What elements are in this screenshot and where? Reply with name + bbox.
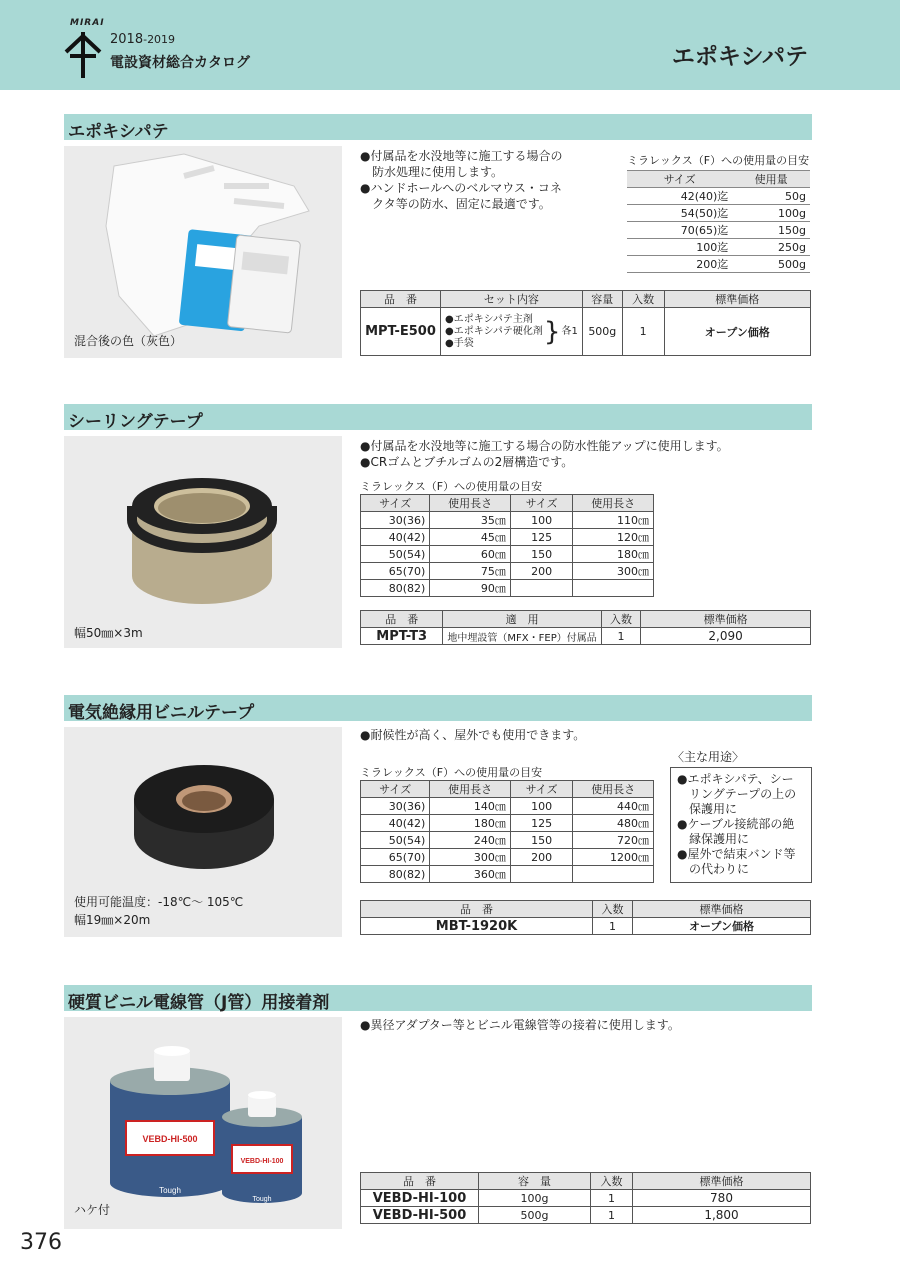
page-header	[0, 0, 900, 90]
product-code: MPT-E500	[361, 308, 441, 356]
section-title-vinyl-tape: 電気絶縁用ビニルテープ	[64, 695, 812, 721]
cell: 1200㎝	[573, 849, 654, 866]
cell: 35㎝	[430, 512, 511, 529]
cell	[573, 580, 654, 597]
header-cell: 使用長さ	[573, 495, 654, 512]
table-row	[361, 512, 654, 529]
cell: 90㎝	[430, 580, 511, 597]
cell: 150	[510, 832, 573, 849]
vinyl-tape-photo	[64, 727, 342, 937]
header-cell: 品 番	[361, 1173, 479, 1190]
table-header-row	[361, 1173, 811, 1190]
cell: 125	[510, 529, 573, 546]
brand-logo-text: MIRAI	[70, 18, 105, 28]
cell: 250g	[732, 239, 810, 256]
table-row	[361, 529, 654, 546]
epoxy-product-table	[360, 290, 811, 356]
header-cell: サイズ	[361, 781, 430, 798]
header-cell: セット内容	[440, 291, 582, 308]
header-cell: サイズ	[510, 495, 573, 512]
epoxy-bullets	[360, 148, 562, 212]
cell: 80(82)	[361, 580, 430, 597]
cell	[510, 866, 573, 883]
cell: 150g	[732, 222, 810, 239]
quantity: 1	[591, 1190, 633, 1207]
cell: 110㎝	[573, 512, 654, 529]
cell: 45㎝	[430, 529, 511, 546]
application: 地中埋設管（MFX・FEP）付属品	[443, 628, 601, 645]
bullet-text: ●付属品を水没地等に施工する場合の	[360, 149, 563, 163]
price: 2,090	[641, 628, 811, 645]
price: オープン価格	[633, 918, 811, 935]
table-row	[361, 815, 654, 832]
cell: 300㎝	[430, 849, 511, 866]
cell: 70(65)迄	[627, 222, 732, 239]
header-cell: 標準価格	[664, 291, 810, 308]
big-can-brand: Tough	[159, 1186, 181, 1195]
bullet-text: ●異径アダプター等とビニル電線管等の接着に使用します。	[360, 1018, 680, 1032]
small-can-brand: Tough	[252, 1196, 272, 1203]
header-cell: 品 番	[361, 901, 593, 918]
set-item: ●エポキシパテ硬化剤	[444, 325, 543, 337]
table-header-row	[627, 171, 810, 188]
vinyl-tape-temperature: 使用可能温度：-18℃～ 105℃	[74, 895, 244, 909]
cell: 80(82)	[361, 866, 430, 883]
cell: 200	[510, 849, 573, 866]
header-cell: 入数	[622, 291, 664, 308]
header-cell: 入数	[591, 1173, 633, 1190]
catalog-name: 電設資材総合カタログ	[110, 55, 250, 71]
cell: 200	[510, 563, 573, 580]
bullet-text: ●付属品を水没地等に施工する場合の防水性能アップに使用します。	[360, 439, 729, 453]
bullet-text: 防水処理に使用します。	[360, 165, 504, 179]
cell: 50(54)	[361, 832, 430, 849]
header-cell: 入数	[593, 901, 633, 918]
table-row	[627, 239, 810, 256]
adhesive-bullets	[360, 1017, 680, 1033]
header-cell: 使用長さ	[430, 781, 511, 798]
table-row	[361, 866, 654, 883]
quantity: 1	[601, 628, 640, 645]
vinyl-tape-usage-table	[360, 780, 654, 883]
main-use-box	[670, 767, 812, 883]
header-cell: 品 番	[361, 611, 443, 628]
cell: 100	[510, 798, 573, 815]
cell: 480㎝	[573, 815, 654, 832]
cell: 100g	[732, 205, 810, 222]
page-title: エポキシパテ	[671, 44, 808, 70]
quantity: 1	[591, 1207, 633, 1224]
volume: 500g	[479, 1207, 591, 1224]
cell: 42(40)迄	[627, 188, 732, 205]
cell	[573, 866, 654, 883]
header-cell: 使用長さ	[430, 495, 511, 512]
set-item: ●手袋	[444, 337, 474, 349]
cell: 30(36)	[361, 512, 430, 529]
main-use-label: 〈主な用途〉	[672, 750, 745, 764]
epoxy-photo-caption: 混合後の色（灰色）	[74, 334, 183, 348]
section-title-adhesive: 硬質ビニル電線管（J管）用接着剤	[64, 985, 812, 1011]
table-row	[361, 918, 811, 935]
header-cell: 標準価格	[633, 1173, 811, 1190]
section-title-sealing-tape: シーリングテープ	[64, 404, 812, 430]
product-code: MBT-1920K	[361, 918, 593, 935]
cell: 180㎝	[573, 546, 654, 563]
cell: 125	[510, 815, 573, 832]
brace-icon: }	[543, 316, 561, 347]
cell: 40(42)	[361, 815, 430, 832]
small-can-label: VEBD-HI-100	[240, 1158, 284, 1165]
header-cell: 品 番	[361, 291, 441, 308]
cell: 120㎝	[573, 529, 654, 546]
cell: 100	[510, 512, 573, 529]
cell: 440㎝	[573, 798, 654, 815]
table-row	[361, 563, 654, 580]
main-use-text: 保護用に	[677, 802, 738, 816]
table-header-row	[361, 611, 811, 628]
table-row	[361, 1190, 811, 1207]
header-cell: 使用長さ	[573, 781, 654, 798]
quantity: 1	[622, 308, 664, 356]
table-row	[627, 256, 810, 273]
sealing-tape-bullets	[360, 438, 729, 470]
vinyl-tape-product-table	[360, 900, 811, 935]
main-use-text: 縁保護用に	[677, 832, 750, 846]
main-use-text: ●エポキシパテ、シー	[677, 772, 794, 786]
set-contents	[440, 308, 582, 356]
header-cell: 容 量	[479, 1173, 591, 1190]
cell: 30(36)	[361, 798, 430, 815]
price: 1,800	[633, 1207, 811, 1224]
adhesive-photo	[64, 1017, 342, 1229]
cell: 500g	[732, 256, 810, 273]
price: 780	[633, 1190, 811, 1207]
table-row	[361, 628, 811, 645]
cell: 65(70)	[361, 849, 430, 866]
main-use-text: ●ケーブル接続部の絶	[677, 817, 795, 831]
header-cell: 使用量	[732, 171, 810, 188]
product-code: VEBD-HI-100	[361, 1190, 479, 1207]
cell: 75㎝	[430, 563, 511, 580]
table-row	[627, 205, 810, 222]
section-title-epoxy: エポキシパテ	[64, 114, 812, 140]
bullet-text: ●CRゴムとブチルゴムの2層構造です。	[360, 455, 574, 469]
table-row	[361, 1207, 811, 1224]
table-header-row	[361, 495, 654, 512]
header-cell: 適 用	[443, 611, 601, 628]
mirai-logo-icon	[60, 30, 106, 80]
cell: 40(42)	[361, 529, 430, 546]
table-row	[361, 798, 654, 815]
volume: 500g	[582, 308, 622, 356]
table-row	[627, 222, 810, 239]
cell: 150	[510, 546, 573, 563]
product-code: MPT-T3	[361, 628, 443, 645]
epoxy-kit-image	[64, 146, 342, 358]
product-code: VEBD-HI-500	[361, 1207, 479, 1224]
header-cell: 標準価格	[641, 611, 811, 628]
header-cell: サイズ	[627, 171, 732, 188]
cell: 200迄	[627, 256, 732, 273]
cell: 65(70)	[361, 563, 430, 580]
header-cell: 容量	[582, 291, 622, 308]
epoxy-photo	[64, 146, 342, 358]
table-row	[361, 849, 654, 866]
usage-table-label: ミラレックス（F）への使用量の目安	[360, 480, 543, 493]
catalog-year: 2018-2019	[110, 32, 176, 47]
header-cell: 入数	[601, 611, 640, 628]
bullet-text: ●ハンドホールへのベルマウス・コネ	[360, 181, 562, 195]
sealing-tape-usage-table	[360, 494, 654, 597]
set-item: ●エポキシパテ主剤	[444, 313, 533, 325]
table-header-row	[361, 781, 654, 798]
cell: 720㎝	[573, 832, 654, 849]
cell: 50g	[732, 188, 810, 205]
table-row	[361, 580, 654, 597]
cell: 180㎝	[430, 815, 511, 832]
quantity: 1	[593, 918, 633, 935]
page-number: 376	[20, 1230, 62, 1255]
adhesive-product-table	[360, 1172, 811, 1224]
main-use-text: の代わりに	[677, 862, 750, 876]
usage-table-label: ミラレックス（F）への使用量の目安	[360, 766, 543, 779]
main-use-text: ●屋外で結束バンド等	[677, 847, 796, 861]
sealing-tape-product-table	[360, 610, 811, 645]
cell: 140㎝	[430, 798, 511, 815]
vinyl-tape-bullets	[360, 727, 585, 743]
cell: 240㎝	[430, 832, 511, 849]
usage-table-label: ミラレックス（F）への使用量の目安	[627, 154, 810, 167]
header-cell: 標準価格	[633, 901, 811, 918]
big-can-label: VEBD-HI-500	[142, 1134, 198, 1144]
sealing-tape-photo	[64, 436, 342, 648]
cell: 300㎝	[573, 563, 654, 580]
volume: 100g	[479, 1190, 591, 1207]
cell: 360㎝	[430, 866, 511, 883]
bullet-text: クタ等の防水、固定に最適です。	[360, 197, 551, 211]
sealing-tape-image	[64, 436, 342, 648]
vinyl-tape-size: 幅19㎜×20m	[74, 913, 151, 927]
table-row	[361, 546, 654, 563]
table-row	[627, 188, 810, 205]
main-use-text: リングテープの上の	[677, 787, 797, 801]
price: オープン価格	[664, 308, 810, 356]
table-row	[361, 308, 811, 356]
bullet-text: ●耐候性が高く、屋外でも使用できます。	[360, 728, 586, 742]
table-header-row	[361, 291, 811, 308]
cell: 54(50)迄	[627, 205, 732, 222]
table-row	[361, 832, 654, 849]
header-cell: サイズ	[510, 781, 573, 798]
adhesive-cans-image	[64, 1017, 342, 1229]
cell	[510, 580, 573, 597]
epoxy-usage-table	[627, 170, 810, 273]
sealing-tape-caption: 幅50㎜×3m	[74, 626, 143, 640]
header-cell: サイズ	[361, 495, 430, 512]
cell: 50(54)	[361, 546, 430, 563]
adhesive-caption: ハケ付	[74, 1203, 111, 1217]
table-header-row	[361, 901, 811, 918]
set-each: 各1	[561, 325, 578, 337]
cell: 60㎝	[430, 546, 511, 563]
cell: 100迄	[627, 239, 732, 256]
